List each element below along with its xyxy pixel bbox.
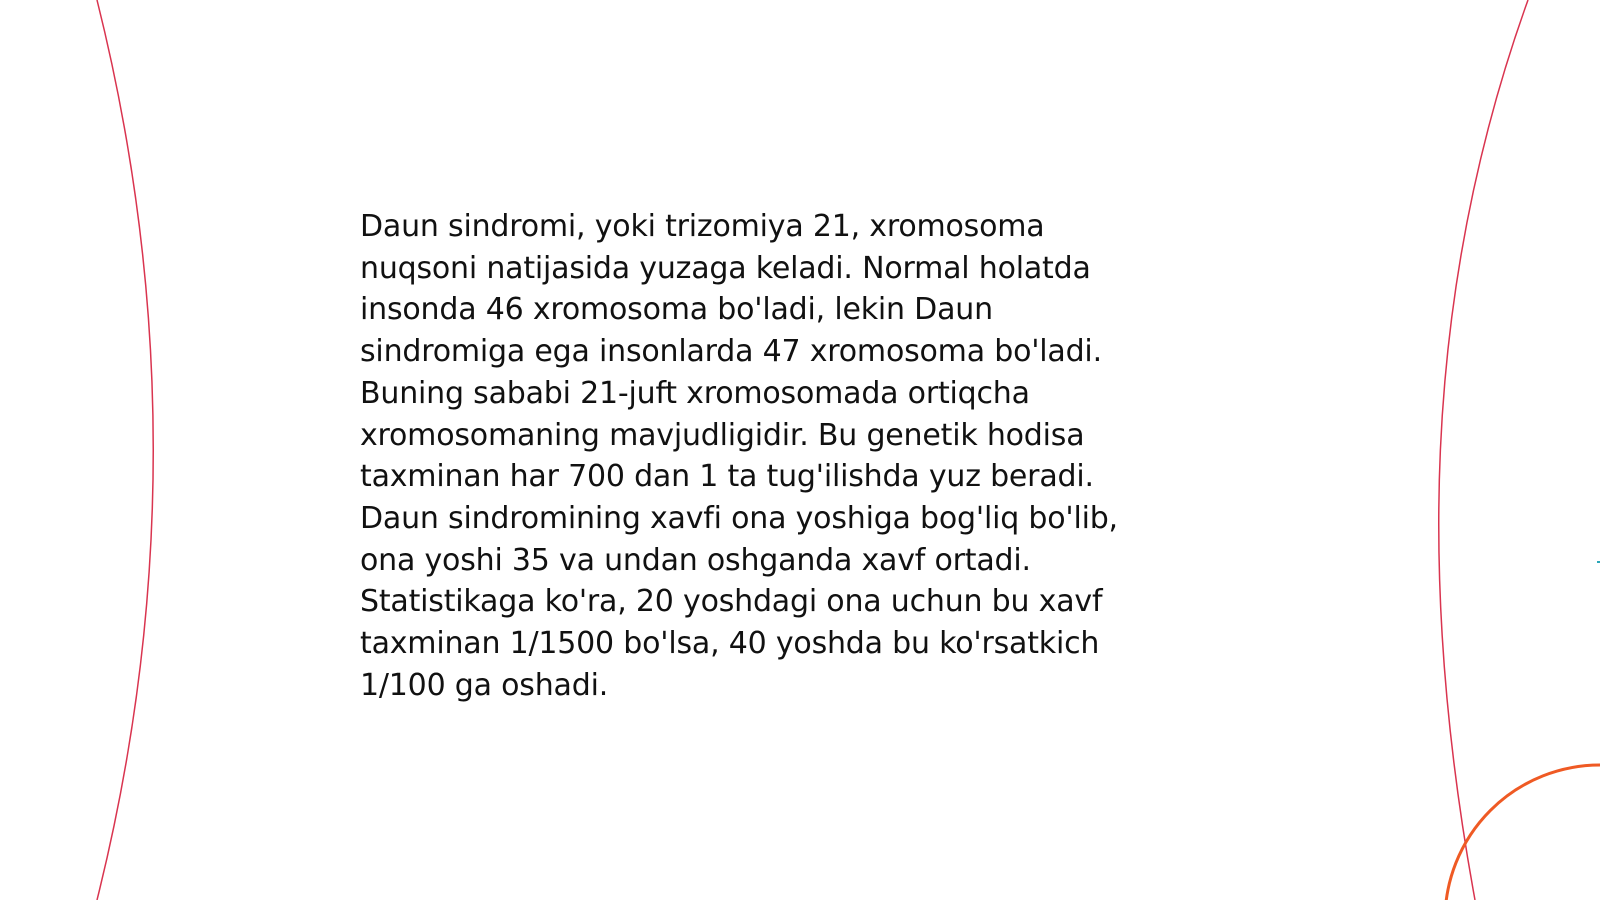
paragraph-line: taxminan har 700 dan 1 ta tug'ilishda yuz beradi.	[360, 459, 1094, 495]
paragraph-line: Daun sindromi, yoki trizomiya 21, xromosoma	[360, 209, 1045, 244]
paragraph-line: Statistikaga ko'ra, 20 yoshdagi ona uchun bu xavf	[360, 584, 1103, 620]
paragraph-line: sindromiga ega insonlarda 47 xromosoma bo'ladi.	[360, 334, 1102, 370]
paragraph-line: insonda 46 xromosoma bo'ladi, lekin Daun	[360, 292, 993, 328]
paragraph-line: ona yoshi 35 va undan oshganda xavf ortadi.	[360, 542, 1031, 578]
paragraph-line: xromosomaning mavjudligidir. Bu genetik hodisa	[360, 417, 1085, 453]
corner-circle-outline	[1445, 765, 1600, 900]
left-arc-line	[97, 0, 153, 900]
paragraph-line: Daun sindromining xavfi ona yoshiga bog'liq bo'lib,	[360, 500, 1118, 536]
paragraph-line: taxminan 1/1500 bo'lsa, 40 yoshda bu ko'rsatkich	[360, 626, 1100, 662]
paragraph-line: nuqsoni natijasida yuzaga keladi. Normal holatda	[360, 250, 1091, 286]
paragraph-line: 1/100 ga oshadi.	[360, 667, 609, 703]
body-paragraph	[360, 206, 1220, 706]
right-arc-line	[1439, 0, 1528, 900]
paragraph-line: Buning sababi 21-juft xromosomada ortiqcha	[360, 375, 1030, 411]
